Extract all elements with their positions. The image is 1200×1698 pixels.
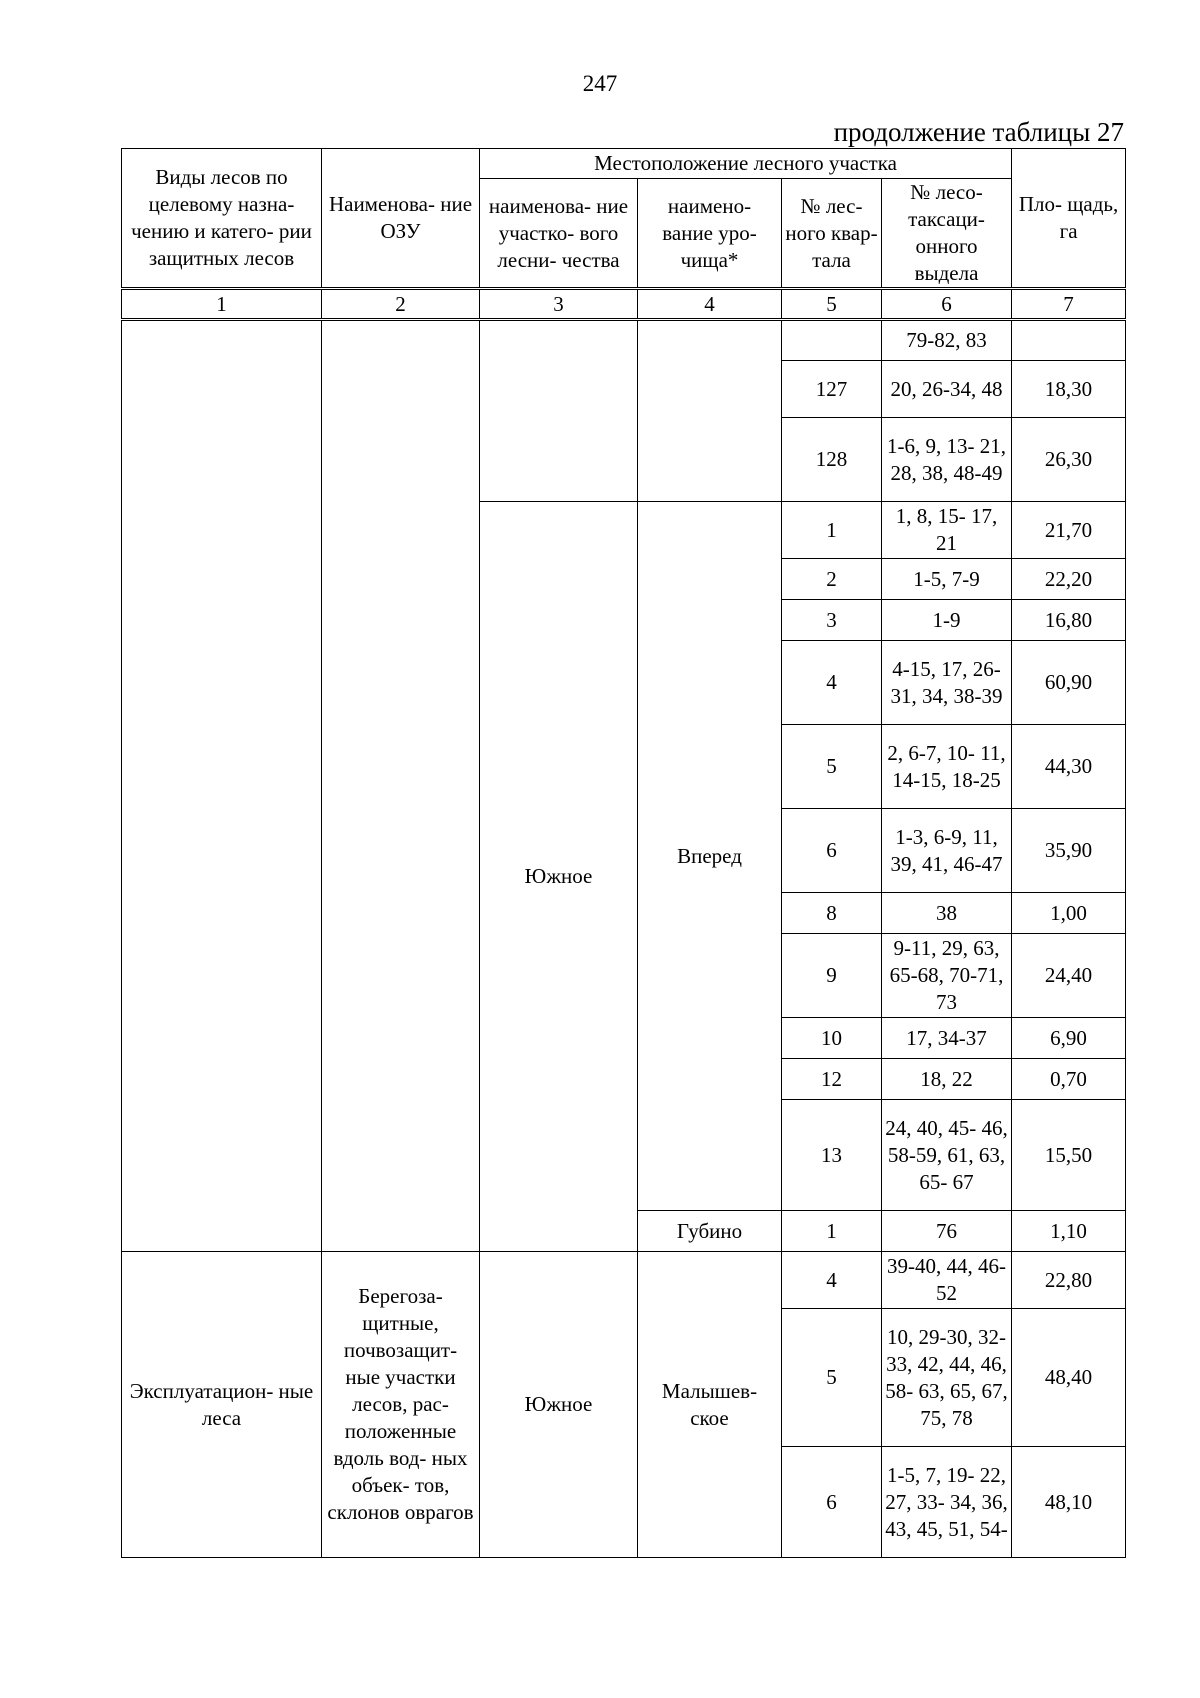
- forest-type-cell-empty: [122, 320, 322, 1252]
- area-cell: 18,30: [1012, 361, 1126, 418]
- column-number: 4: [638, 289, 782, 320]
- quarter-cell: 5: [782, 1309, 882, 1447]
- header-quarter-number: № лес- ного квар- тала: [782, 179, 882, 289]
- header-district-forestry: наименова- ние участко- вого лесни- чества: [480, 179, 638, 289]
- column-number: 5: [782, 289, 882, 320]
- quarter-cell: 9: [782, 934, 882, 1018]
- area-cell: 48,10: [1012, 1447, 1126, 1558]
- column-number: 6: [882, 289, 1012, 320]
- stand-cell: 38: [882, 893, 1012, 934]
- district-cell: Южное: [480, 502, 638, 1252]
- stand-cell: 1, 8, 15- 17, 21: [882, 502, 1012, 559]
- tract-cell-empty: [638, 320, 782, 502]
- stand-cell: 1-3, 6-9, 11, 39, 41, 46-47: [882, 809, 1012, 893]
- stand-cell: 2, 6-7, 10- 11, 14-15, 18-25: [882, 725, 1012, 809]
- stand-cell: 24, 40, 45- 46, 58-59, 61, 63, 65- 67: [882, 1100, 1012, 1211]
- header-forest-type: Виды лесов по целевому назна- чению и катего- рии защитных лесов: [122, 149, 322, 289]
- area-cell: 16,80: [1012, 600, 1126, 641]
- quarter-cell: 13: [782, 1100, 882, 1211]
- header-ozu-name: Наименова- ние ОЗУ: [322, 149, 480, 289]
- quarter-cell: 5: [782, 725, 882, 809]
- area-cell: 35,90: [1012, 809, 1126, 893]
- stand-cell: 1-6, 9, 13- 21, 28, 38, 48-49: [882, 418, 1012, 502]
- stand-cell: 79-82, 83: [882, 320, 1012, 361]
- stand-cell: 10, 29-30, 32-33, 42, 44, 46, 58- 63, 65, 67, 75, 78: [882, 1309, 1012, 1447]
- header-location-group: Местоположение лесного участка: [480, 149, 1012, 179]
- quarter-cell: 6: [782, 809, 882, 893]
- table-row: [122, 1252, 1126, 1309]
- column-number: 2: [322, 289, 480, 320]
- quarter-cell: 8: [782, 893, 882, 934]
- forest-plots-table: [121, 148, 1126, 1558]
- area-cell: 0,70: [1012, 1059, 1126, 1100]
- quarter-cell: 1: [782, 502, 882, 559]
- area-cell: 60,90: [1012, 641, 1126, 725]
- area-cell: 6,90: [1012, 1018, 1126, 1059]
- area-cell: 15,50: [1012, 1100, 1126, 1211]
- column-number: 3: [480, 289, 638, 320]
- header-area: Пло- щадь, га: [1012, 149, 1126, 289]
- area-cell: 21,70: [1012, 502, 1126, 559]
- stand-cell: 39-40, 44, 46-52: [882, 1252, 1012, 1309]
- quarter-cell: 128: [782, 418, 882, 502]
- stand-cell: 9-11, 29, 63, 65-68, 70-71, 73: [882, 934, 1012, 1018]
- header-stand-number: № лесо- таксаци- онного выдела: [882, 179, 1012, 289]
- stand-cell: 18, 22: [882, 1059, 1012, 1100]
- district-cell: Южное: [480, 1252, 638, 1558]
- stand-cell: 1-9: [882, 600, 1012, 641]
- area-cell: 44,30: [1012, 725, 1126, 809]
- column-numbers-row: [122, 289, 1126, 320]
- area-cell: 22,80: [1012, 1252, 1126, 1309]
- stand-cell: 17, 34-37: [882, 1018, 1012, 1059]
- stand-cell: 1-5, 7, 19- 22, 27, 33- 34, 36, 43, 45, 51, 54-: [882, 1447, 1012, 1558]
- table-row: [122, 320, 1126, 361]
- area-cell: 1,00: [1012, 893, 1126, 934]
- stand-cell: 20, 26-34, 48: [882, 361, 1012, 418]
- district-cell-empty: [480, 320, 638, 502]
- quarter-cell: 3: [782, 600, 882, 641]
- quarter-cell: 127: [782, 361, 882, 418]
- forest-type-cell: Эксплуатацион- ные леса: [122, 1252, 322, 1558]
- header-tract-name: наимено- вание уро- чища*: [638, 179, 782, 289]
- area-cell: 48,40: [1012, 1309, 1126, 1447]
- stand-cell: 76: [882, 1211, 1012, 1252]
- stand-cell: 1-5, 7-9: [882, 559, 1012, 600]
- ozu-cell: Берегоза- щитные, почвозащит- ные участки лесов, рас- положенные вдоль вод- ных объек- тов, склонов оврагов: [322, 1252, 480, 1558]
- area-cell: 24,40: [1012, 934, 1126, 1018]
- quarter-cell: [782, 320, 882, 361]
- quarter-cell: 10: [782, 1018, 882, 1059]
- quarter-cell: 2: [782, 559, 882, 600]
- quarter-cell: 12: [782, 1059, 882, 1100]
- stand-cell: 4-15, 17, 26-31, 34, 38-39: [882, 641, 1012, 725]
- column-number: 7: [1012, 289, 1126, 320]
- tract-cell: Малышев- ское: [638, 1252, 782, 1558]
- area-cell: 1,10: [1012, 1211, 1126, 1252]
- area-cell: [1012, 320, 1126, 361]
- quarter-cell: 4: [782, 641, 882, 725]
- area-cell: 22,20: [1012, 559, 1126, 600]
- quarter-cell: 1: [782, 1211, 882, 1252]
- quarter-cell: 4: [782, 1252, 882, 1309]
- tract-cell: Вперед: [638, 502, 782, 1211]
- area-cell: 26,30: [1012, 418, 1126, 502]
- ozu-cell-empty: [322, 320, 480, 1252]
- tract-cell: Губино: [638, 1211, 782, 1252]
- page-number: 247: [582, 71, 618, 96]
- quarter-cell: 6: [782, 1447, 882, 1558]
- column-number: 1: [122, 289, 322, 320]
- table-continuation-title: продолжение таблицы 27: [833, 117, 1124, 147]
